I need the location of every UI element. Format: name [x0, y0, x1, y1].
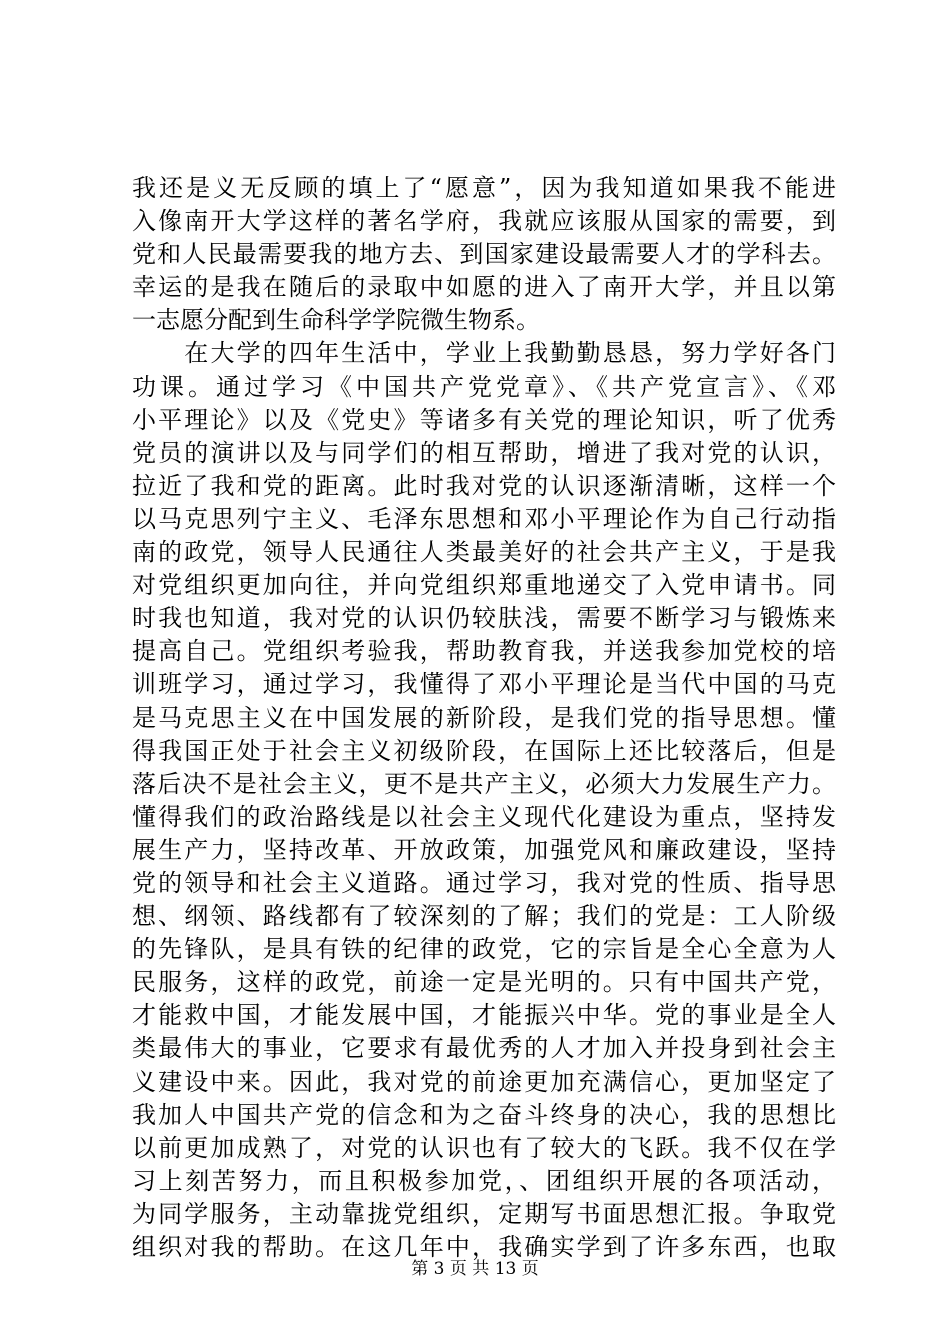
- text-line: 南的政党，领导人民通往人类最美好的社会共产主义，于是我: [132, 538, 836, 567]
- text-line: 我还是义无反顾的填上了“愿意”，因为我知道如果我不能进: [132, 174, 836, 202]
- text-line: 党员的演讲以及与同学们的相互帮助，增进了我对党的认识，: [132, 438, 836, 467]
- text-line: 想、纲领、路线都有了较深刻的了解；我们的党是：工人阶级: [132, 902, 836, 931]
- text-line: 民服务，这样的政党，前途一定是光明的。只有中国共产党，: [132, 968, 836, 997]
- text-line: 一志愿分配到生命科学学院微生物系。: [132, 306, 540, 335]
- text-line: 展生产力，坚持改革、开放政策，加强党风和廉政建设，坚持: [132, 835, 836, 864]
- text-line: 功课。通过学习《中国共产党党章》、《共产党宣言》、《邓: [132, 372, 836, 401]
- text-line: 以前更加成熟了，对党的认识也有了较大的飞跃。我不仅在学: [132, 1133, 836, 1162]
- page-number-footer: 第 3 页 共 13 页: [411, 1259, 539, 1279]
- text-line: 为同学服务，主动靠拢党组织，定期写书面思想汇报。争取党: [132, 1199, 836, 1228]
- text-line: 提高自己。党组织考验我，帮助教育我，并送我参加党校的培: [132, 637, 836, 666]
- text-line: 我加人中国共产党的信念和为之奋斗终身的决心，我的思想比: [132, 1100, 836, 1129]
- text-line: 懂得我们的政治路线是以社会主义现代化建设为重点，坚持发: [132, 802, 836, 831]
- text-line: 党的领导和社会主义道路。通过学习，我对党的性质、指导思: [132, 868, 836, 897]
- text-line: 训班学习，通过学习，我懂得了邓小平理论是当代中国的马克: [132, 670, 836, 699]
- text-line: 义建设中来。因此，我对党的前途更加充满信心，更加坚定了: [132, 1067, 836, 1096]
- text-line: 习上刻苦努力，而且积极参加党，、团组织开展的各项活动，: [132, 1166, 836, 1195]
- text-line: 的先锋队，是具有铁的纪律的政党，它的宗旨是全心全意为人: [132, 935, 836, 964]
- text-line: 在大学的四年生活中，学业上我勤勤恳恳，努力学好各门: [132, 339, 836, 368]
- document-body: [132, 172, 836, 1264]
- text-line: 时我也知道，我对党的认识仍较肤浅，需要不断学习与锻炼来: [132, 604, 836, 633]
- text-line: 是马克思主义在中国发展的新阶段，是我们党的指导思想。懂: [132, 703, 836, 732]
- text-line: 拉近了我和党的距离。此时我对党的认识逐渐清晰，这样一个: [132, 471, 836, 500]
- text-line: 落后决不是社会主义，更不是共产主义，必须大力发展生产力。: [132, 769, 836, 798]
- text-line: 才能救中国，才能发展中国，才能振兴中华。党的事业是全人: [132, 1001, 836, 1030]
- text-line: 组织对我的帮助。在这几年中，我确实学到了许多东西，也取: [132, 1233, 836, 1261]
- text-line: 小平理论》以及《党史》等诸多有关党的理论知识，听了优秀: [132, 405, 836, 434]
- text-line: 类最伟大的事业，它要求有最优秀的人才加入并投身到社会主: [132, 1034, 836, 1063]
- text-line: 入像南开大学这样的著名学府，我就应该服从国家的需要，到: [132, 207, 836, 236]
- text-line: 党和人民最需要我的地方去、到国家建设最需要人才的学科去。: [132, 240, 836, 269]
- text-line: 对党组织更加向往，并向党组织郑重地递交了入党申请书。同: [132, 571, 836, 600]
- text-line: 以马克思列宁主义、毛泽东思想和邓小平理论作为自己行动指: [132, 504, 836, 533]
- text-line: 得我国正处于社会主义初级阶段，在国际上还比较落后，但是: [132, 736, 836, 765]
- text-line: 幸运的是我在随后的录取中如愿的进入了南开大学，并且以第: [132, 273, 836, 302]
